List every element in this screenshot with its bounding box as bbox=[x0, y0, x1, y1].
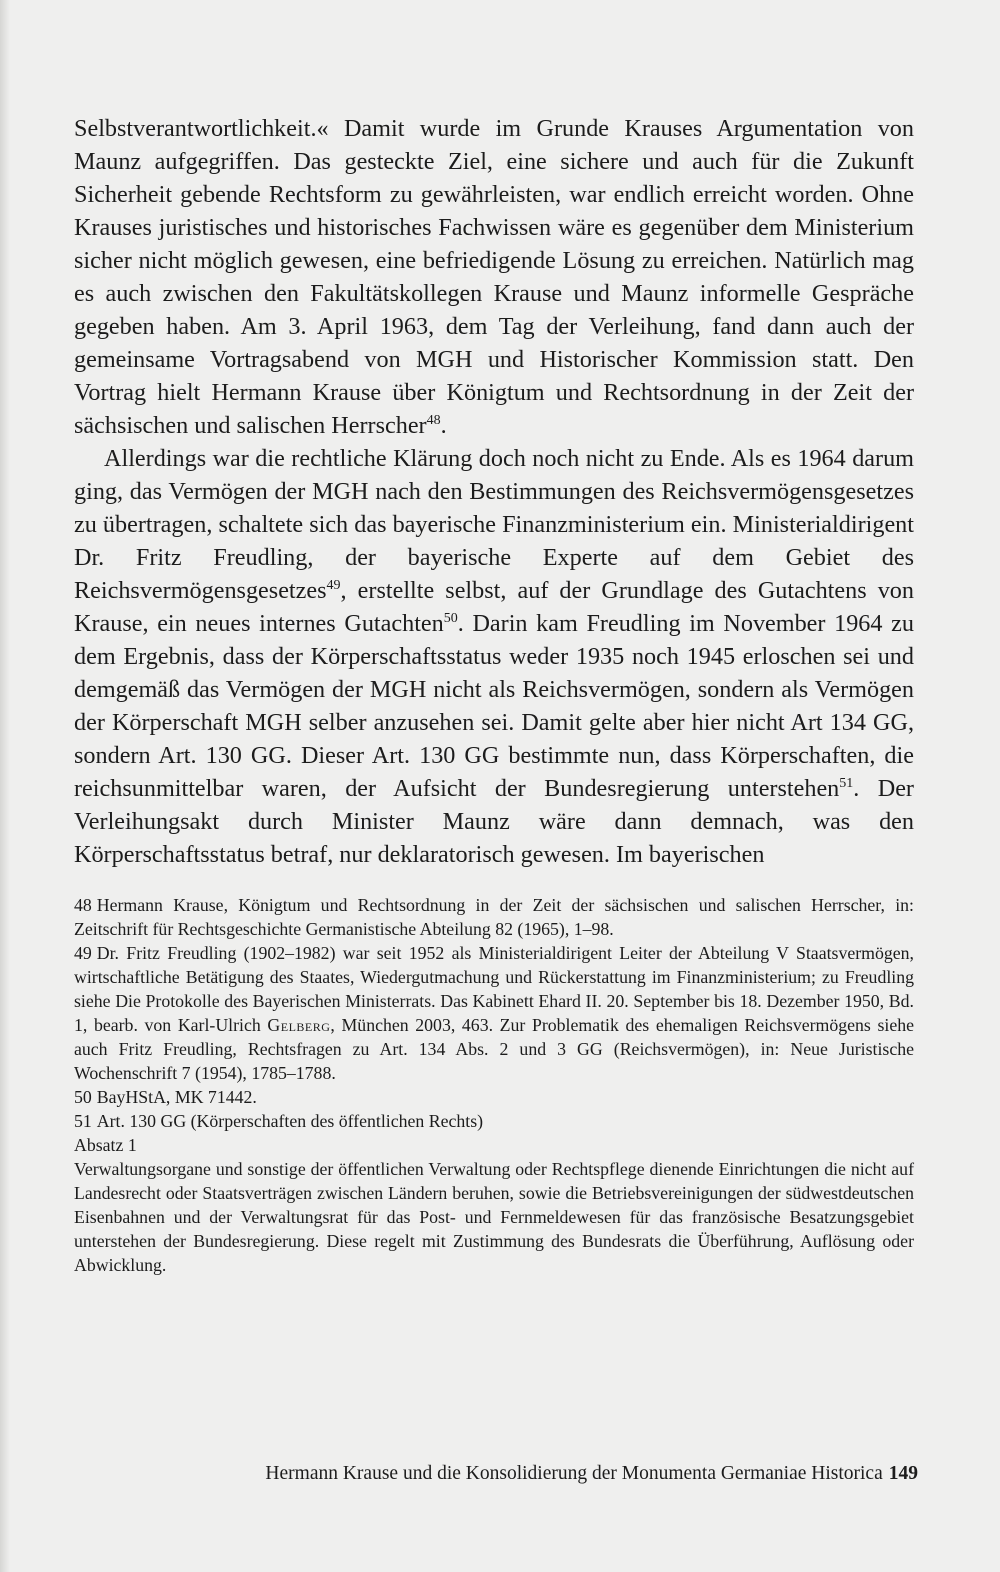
footnote-49 bbox=[74, 941, 914, 1085]
footnote-48-number: 48 bbox=[74, 895, 92, 915]
paragraph-2-text-d: . Der Verleihungsakt durch Minister Maunz wäre dann demnach, was den Körperschaftsstatus betraf, nur deklaratorisch gewesen. Im bayerischen bbox=[74, 775, 914, 868]
footnote-48 bbox=[74, 893, 914, 941]
footnote-49-text-a: Dr. Fritz Freudling (1902–1982) war seit 1952 als Ministerialdirigent Leiter der Abteilung V Staatsvermögen, wirtschaftliche Betätigung des Staates, Wiedergutmachung und Rückerstattung im Finanzministerium; zu Freudling siehe Die Protokolle des Bayerischen Ministerrats. Das Kabinett Ehard II. 20. September bis 18. Dezember 1950, Bd. 1, bearb. von Karl-Ulrich bbox=[74, 943, 914, 1035]
footnote-48-text: Hermann Krause, Königtum und Rechtsordnung in der Zeit der sächsischen und salischen Herrscher, in: Zeitschrift für Rechtsgeschichte Germanistische Abteilung 82 (1965), 1–98. bbox=[74, 895, 914, 939]
paragraph-2-text-c: . Darin kam Freudling im November 1964 zu dem Ergebnis, dass der Körperschaftsstatus weder 1935 noch 1945 erloschen sei und demgemäß das Vermögen der MGH nicht als Reichsvermögen, sondern als Vermögen der Körperschaft MGH selber anzusehen sei. Damit gelte aber hier nicht Art 134 GG, sondern Art. 130 GG. Dieser Art. 130 GG bestimmte nun, dass Körperschaften, die reichsunmittelbar waren, der Aufsicht der Bundesregierung unterstehen bbox=[74, 610, 914, 802]
footnote-49-number: 49 bbox=[74, 943, 92, 963]
footnote-51 bbox=[74, 1109, 914, 1133]
running-title: Hermann Krause und die Konsolidierung der Monumenta Germaniae Historica bbox=[265, 1463, 883, 1484]
page-number: 149 bbox=[888, 1463, 918, 1484]
main-text bbox=[74, 112, 914, 871]
footnote-ref-49[interactable]: 49 bbox=[326, 577, 341, 593]
paragraph-1 bbox=[74, 112, 914, 442]
footnote-51-text: Art. 130 GG (Körperschaften des öffentlichen Rechts) bbox=[96, 1111, 484, 1131]
running-footer bbox=[265, 1463, 918, 1485]
footnote-49-author: Gelberg bbox=[267, 1015, 331, 1035]
page-edge-shadow bbox=[0, 0, 10, 1572]
footnotes bbox=[74, 893, 914, 1277]
footnote-ref-50[interactable]: 50 bbox=[443, 610, 458, 626]
paragraph-2-text-b: , erstellte selbst, auf der Grundlage des Gutachtens von Krause, ein neues internes Gutachten bbox=[74, 577, 914, 637]
footnote-51-absatz: Absatz 1 bbox=[74, 1135, 137, 1155]
page-content bbox=[74, 112, 914, 1277]
footnote-51-number: 51 bbox=[74, 1111, 92, 1131]
paragraph-2 bbox=[74, 442, 914, 871]
footnote-ref-51[interactable]: 51 bbox=[839, 775, 854, 791]
footnote-ref-48[interactable]: 48 bbox=[426, 412, 441, 428]
footnote-50 bbox=[74, 1085, 914, 1109]
footnote-51-body: Verwaltungsorgane und sonstige der öffentlichen Verwaltung oder Rechtspflege dienende Einrichtungen die nicht auf Landesrecht oder Staatsverträgen zwischen Ländern beruhen, sowie die Betriebsvereinigungen der südwestdeutschen Eisenbahnen und der Verwaltungsrat für das Post- und Fernmeldewesen für das französische Besatzungsgebiet unterstehen der Bundesregierung. Diese regelt mit Zustimmung des Bundesrats die Überführung, Auflösung oder Abwicklung. bbox=[74, 1159, 914, 1275]
paragraph-2-text-a: Allerdings war die rechtliche Klärung doch noch nicht zu Ende. Als es 1964 darum ging, das Vermögen der MGH nach den Bestimmungen des Reichsvermögensgesetzes zu übertragen, schaltete sich das bayerische Finanzministerium ein. Ministerialdirigent Dr. Fritz Freudling, der bayerische Experte auf dem Gebiet des Reichsvermögensgesetzes bbox=[74, 445, 914, 604]
paragraph-1-text-a: Selbstverantwortlichkeit.« Damit wurde im Grunde Krauses Argumentation von Maunz aufgegriffen. Das gesteckte Ziel, eine sichere und auch für die Zukunft Sicherheit gebende Rechtsform zu gewährleisten, war endlich erreicht worden. Ohne Krauses juristisches und historisches Fachwissen wäre es gegenüber dem Ministerium sicher nicht möglich gewesen, eine befriedigende Lösung zu erreichen. Natürlich mag es auch zwischen den Fakultätskollegen Krause und Maunz informelle Gespräche gegeben haben. Am 3. April 1963, dem Tag der Verleihung, fand dann auch der gemeinsame Vortragsabend von MGH und Historischer Kommission statt. Den Vortrag hielt Hermann Krause über Königtum und Rechtsordnung in der Zeit der sächsischen und salischen Herrscher bbox=[74, 115, 914, 439]
footnote-50-number: 50 bbox=[74, 1087, 92, 1107]
footnote-50-text: BayHStA, MK 71442. bbox=[96, 1087, 257, 1107]
footnote-49-text-b: , München 2003, 463. Zur Problematik des ehemaligen Reichsvermögens siehe auch Fritz Freudling, Rechtsfragen zu Art. 134 Abs. 2 und 3 GG (Reichsvermögen), in: Neue Juristische Wochenschrift 7 (1954), 1785–1788. bbox=[74, 1015, 914, 1083]
paragraph-1-text-b: . bbox=[440, 412, 447, 439]
